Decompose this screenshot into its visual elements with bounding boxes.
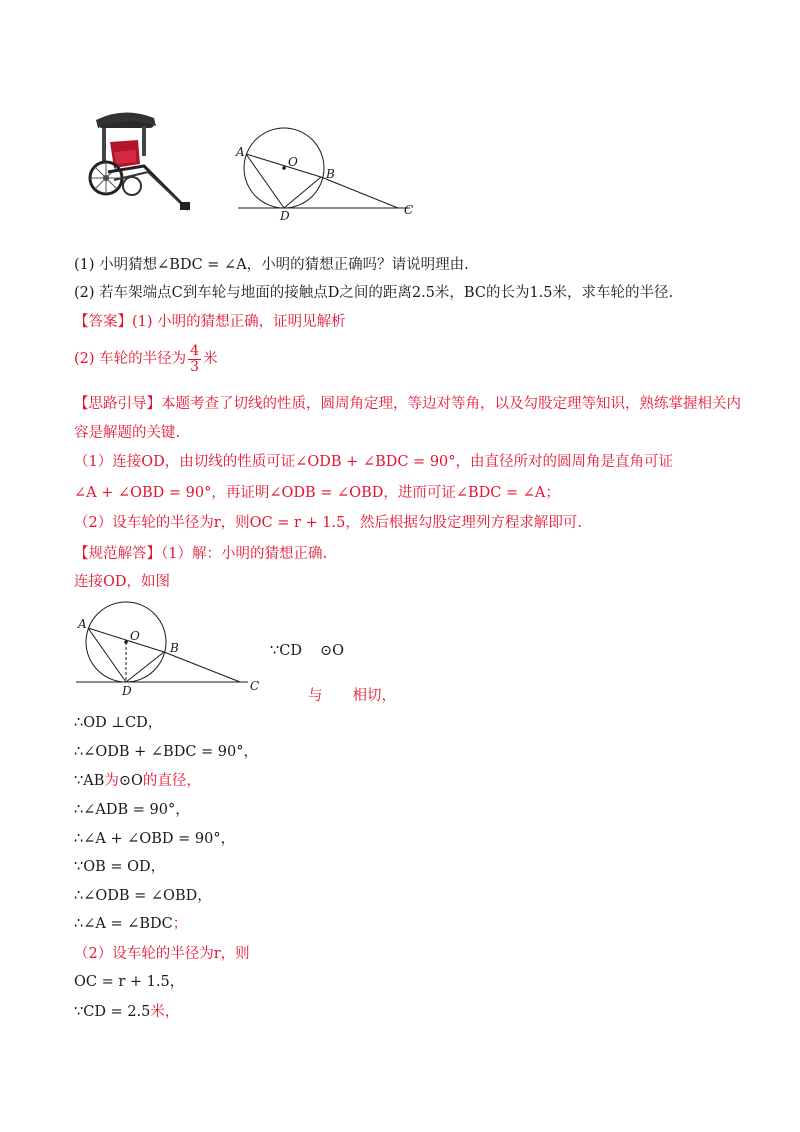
hint-1: 本题考查了切线的性质，圆周角定理，等边对等角，以及勾股定理等知识，熟练掌握相关内 (161, 396, 741, 412)
step-8 (74, 914, 187, 934)
answer-line-2 (74, 343, 218, 375)
step-11-text: ∵CD = 2.5 (74, 1004, 151, 1020)
step-3 (74, 771, 201, 791)
circle-o-text: ⊙O (319, 643, 344, 659)
answer-2-unit: 米 (203, 351, 218, 367)
xiangqie-text: 相切， (352, 688, 396, 704)
label-b-2: B (170, 641, 179, 655)
hint-tag: 【思路引导】 (74, 396, 161, 412)
question-1: (1) 小明猜想∠BDC = ∠A，小明的猜想正确吗？请说明理由. (74, 257, 469, 273)
solution-1: （1）解：小明的猜想正确. (161, 546, 328, 562)
geometry-figure-2 (72, 600, 272, 700)
answer-line-1 (74, 312, 346, 332)
solution-tag: 【规范解答】 (74, 546, 161, 562)
label-d-2: D (122, 684, 132, 698)
label-d: D (280, 209, 290, 223)
step-3-diameter: 的直径， (142, 773, 201, 789)
hint-line-1 (74, 394, 741, 414)
label-a: A (236, 145, 245, 159)
solution-line-2: 连接OD，如图 (74, 574, 171, 590)
step-8-semicolon: ； (172, 916, 188, 932)
fraction-4-3 (188, 344, 201, 375)
label-b: B (326, 167, 335, 181)
step-4: ∴∠ADB = 90°， (74, 802, 190, 818)
step-3-wei: 为 (104, 773, 119, 789)
rickshaw-illustration (84, 106, 196, 218)
step-2: ∴∠ODB + ∠BDC = 90°， (74, 744, 259, 760)
step-11 (74, 1002, 179, 1022)
label-a-2: A (78, 617, 87, 631)
label-c: C (404, 203, 414, 217)
step-1: ∴OD ⊥CD， (74, 715, 163, 731)
step-6: ∵OB = OD， (74, 859, 166, 875)
hint-line-5: （2）设车轮的半径为r，则OC = r + 1.5，然后根据勾股定理列方程求解即可. (74, 515, 582, 531)
step-11-unit: 米， (150, 1004, 180, 1020)
label-c-2: C (250, 679, 260, 693)
hint-line-2: 容是解题的关键. (74, 425, 181, 441)
fraction-denominator: 3 (190, 358, 200, 375)
yu-text: 与 (308, 688, 323, 704)
label-o: O (288, 155, 298, 169)
answer-1: (1) 小明的猜想正确，证明见解析 (132, 314, 346, 330)
question-2: (2) 若车架端点C到车轮与地面的接触点D之间的距离2.5米，BC的长为1.5米，求车轮的半径. (74, 285, 674, 301)
step-3-circle: ⊙O (118, 773, 143, 789)
step-7: ∴∠ODB = ∠OBD， (74, 888, 212, 904)
step-5: ∴∠A + ∠OBD = 90°， (74, 831, 236, 847)
answer-2-prefix: (2) 车轮的半径为 (74, 351, 187, 367)
step-3-ab: ∵AB (74, 773, 105, 789)
hint-line-4: ∠A + ∠OBD = 90°，再证明∠ODB = ∠OBD，进而可证∠BDC = ∠A； (74, 485, 560, 501)
geometry-figure-1 (232, 120, 422, 224)
because-cd-text: ∵CD (270, 643, 302, 659)
step-10: OC = r + 1.5， (74, 974, 185, 990)
fraction-numerator: 4 (190, 342, 200, 359)
answer-tag: 【答案】 (74, 314, 132, 330)
step-9: （2）设车轮的半径为r，则 (74, 946, 250, 962)
step-8-text: ∴∠A = ∠BDC (74, 916, 173, 932)
label-o-2: O (130, 629, 140, 643)
because-cd (270, 641, 344, 661)
tangent-text (308, 686, 396, 706)
solution-line-1 (74, 544, 327, 564)
hint-line-3: （1）连接OD，由切线的性质可证∠ODB + ∠BDC = 90°，由直径所对的圆周角是直角可证 (74, 454, 674, 470)
